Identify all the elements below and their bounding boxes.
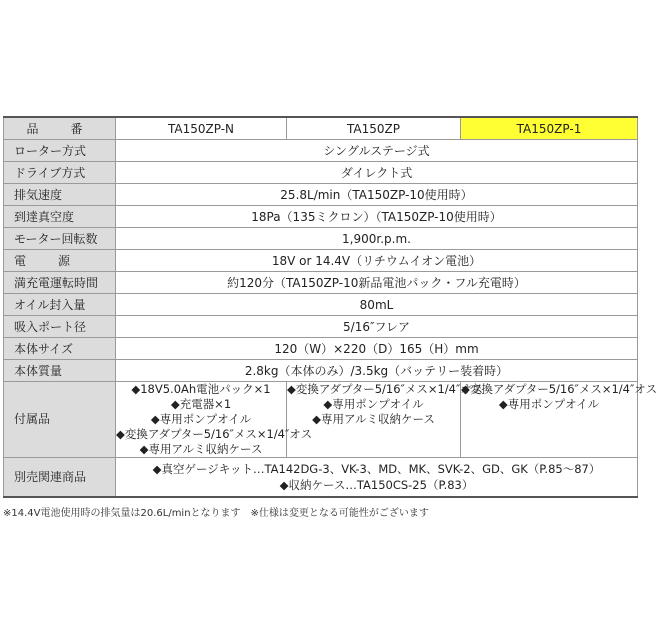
drive-value: ダイレクト式	[116, 162, 638, 184]
mass-label: 本体質量	[4, 360, 116, 382]
accessories-col-base	[287, 382, 484, 458]
list-item: ◆専用アルミ収納ケース	[139, 442, 263, 456]
rpm-value: 1,900r.p.m.	[116, 228, 638, 250]
list-item: ◆充電器×1	[170, 397, 232, 411]
rpm-label: モーター回転数	[4, 228, 116, 250]
row-runtime	[4, 272, 638, 294]
size-value: 120（W）×220（D）165（H）mm	[116, 338, 638, 360]
list-item: ◆収納ケース…TA150CS-25（P.83）	[279, 478, 474, 492]
model-label: 品 番	[4, 117, 116, 140]
list-item: ◆真空ゲージキット…TA142DG-3、VK-3、MD、MK、SVK-2、GD、GK（P.85～87）	[152, 462, 601, 476]
vacuum-label: 到達真空度	[4, 206, 116, 228]
exhaust-value: 25.8L/min（TA150ZP-10使用時）	[116, 184, 638, 206]
list-item: ◆変換アダプター5/16″メス×1/4″オス	[287, 382, 484, 396]
mass-value: 2.8kg（本体のみ）/3.5kg（バッテリー装着時）	[116, 360, 638, 382]
model-base: TA150ZP	[287, 117, 461, 140]
row-oil	[4, 294, 638, 316]
drive-label: ドライブ方式	[4, 162, 116, 184]
row-mass	[4, 360, 638, 382]
accessories-label: 付属品	[4, 382, 116, 458]
exhaust-label: 排気速度	[4, 184, 116, 206]
row-drive	[4, 162, 638, 184]
row-port	[4, 316, 638, 338]
row-rpm	[4, 228, 638, 250]
list-item: ◆専用ポンプオイル	[498, 397, 600, 411]
list-item: ◆専用ポンプオイル	[323, 397, 424, 411]
accessories-col-1	[461, 382, 657, 458]
row-vacuum	[4, 206, 638, 228]
rotor-value: シングルステージ式	[116, 140, 638, 162]
runtime-label: 満充電運転時間	[4, 272, 116, 294]
row-power	[4, 250, 638, 272]
footnote: ※14.4V電池使用時の排気量は20.6L/minとなります ※仕様は変更となる可能性がございます	[3, 508, 429, 519]
oil-value: 80mL	[116, 294, 638, 316]
row-model	[4, 117, 638, 140]
spec-table	[3, 116, 657, 498]
options-label: 別売関連商品	[4, 458, 116, 498]
size-label: 本体サイズ	[4, 338, 116, 360]
model-1-highlighted: TA150ZP-1	[461, 117, 638, 140]
power-label: 電 源	[4, 250, 116, 272]
power-value: 18V or 14.4V（リチウムイオン電池）	[116, 250, 638, 272]
vacuum-value: 18Pa（135ミクロン）（TA150ZP-10使用時）	[116, 206, 638, 228]
row-options	[4, 458, 638, 498]
runtime-value: 約120分（TA150ZP-10新品電池パック・フル充電時）	[116, 272, 638, 294]
list-item: ◆変換アダプター5/16″メス×1/4″オス	[461, 382, 657, 396]
list-item: ◆専用アルミ収納ケース	[312, 412, 435, 426]
row-size	[4, 338, 638, 360]
list-item: ◆18V5.0Ah電池パック×1	[131, 382, 271, 396]
port-value: 5/16″フレア	[116, 316, 638, 338]
oil-label: オイル封入量	[4, 294, 116, 316]
list-item: ◆変換アダプター5/16″メス×1/4″オス	[116, 427, 313, 441]
row-rotor	[4, 140, 638, 162]
model-n: TA150ZP-N	[116, 117, 287, 140]
row-exhaust	[4, 184, 638, 206]
rotor-label: ローター方式	[4, 140, 116, 162]
accessories-col-n	[116, 382, 313, 458]
options-value	[116, 458, 638, 498]
row-accessories	[4, 382, 638, 458]
port-label: 吸入ポート径	[4, 316, 116, 338]
list-item: ◆専用ポンプオイル	[150, 412, 252, 426]
